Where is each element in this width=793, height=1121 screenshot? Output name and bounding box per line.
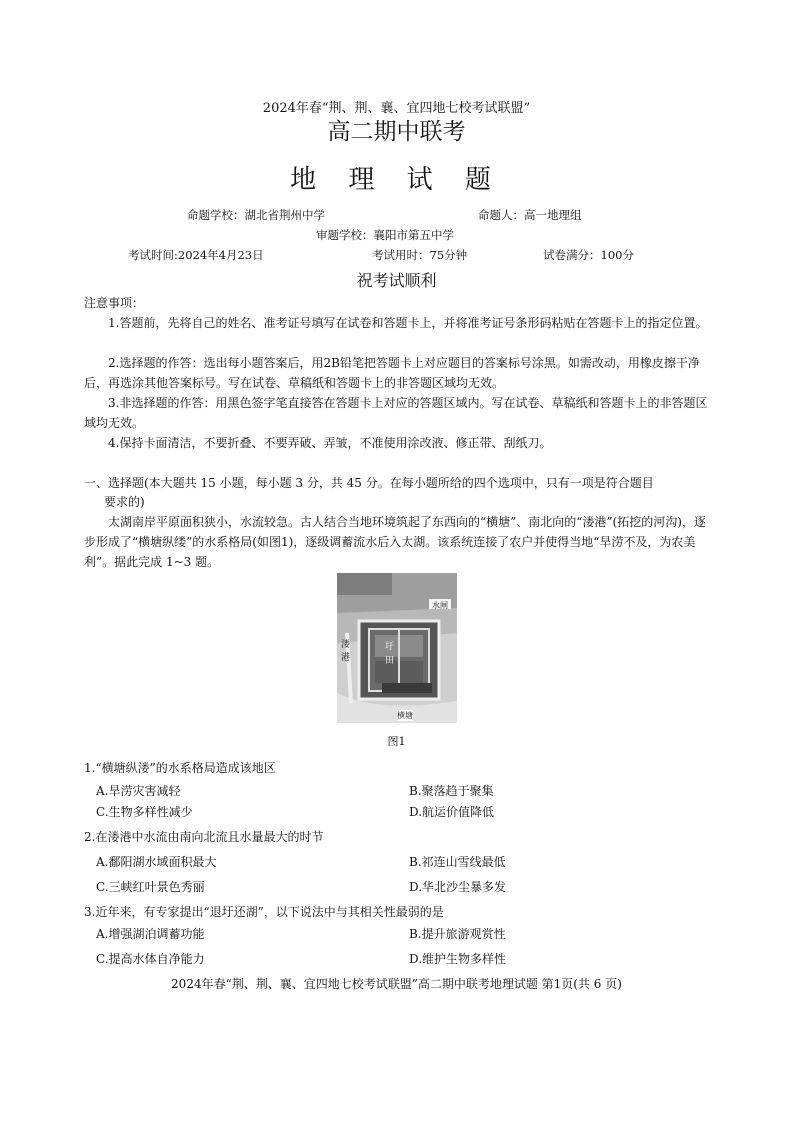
label-heng-tang: 横塘 [397,711,413,720]
question-stem: 1.“横塘纵溇”的水系格局造成该地区 [84,761,276,775]
figure-caption: 图1 [387,735,406,748]
notes-title: 注意事项： [84,296,145,310]
blessing: 祝考试顺利 [356,271,437,290]
option-a: A.旱涝灾害减轻 [96,784,181,798]
passage: 太湖南岸平原面积狭小，水流较急。古人结合当地环境筑起了东西向的“横塘”、南北向的“溇港”(拓挖的河沟)，逐步形成了“横塘纵缕”的水系格局(如图1)，逐级调蓄流水后入太湖。该系统连接了农户并使得当地“旱涝不及，为农美利”。据此完成 1~3 题。 [84,515,706,569]
setter-author: 命题人：高一地理组 [478,208,582,222]
figure-1-image [337,573,457,723]
option-b: B.祁连山雪线最低 [409,855,506,869]
note-item: 1.答题前，先将自己的姓名、准考证号填写在试卷和答题卡上，并将准考证号条形码粘贴在答题卡上的指定位置。 [108,316,708,330]
option-b: B.提升旅游观赏性 [409,927,506,941]
subject-title: 地 理 试 题 [290,165,503,195]
setter-school: 命题学校：湖北省荆州中学 [187,208,325,222]
label-lou: 溇 [341,640,351,650]
section-heading: 一、选择题(本大题共 15 小题，每小题 3 分，共 45 分。在每小题所给的四个选项中，只有一项是符合题目 [84,476,654,490]
section-heading-cont: 要求的) [104,495,145,509]
option-c: C.生物多样性减少 [96,805,193,819]
reviewer-school: 审题学校：襄阳市第五中学 [316,228,454,242]
option-d: D.维护生物多样性 [409,952,507,966]
label-tian: 田 [385,656,395,666]
alliance-title: 2024年春“荆、荆、襄、宜四地七校考试联盟” [262,101,531,116]
heng-tang-zong-lou-illustration [337,573,457,723]
exam-score: 试卷满分：100分 [543,248,634,262]
label-yu: 圩 [385,642,395,652]
page-footer: 2024年春“荆、荆、襄、宜四地七校考试联盟”高二期中联考地理试题 第1页(共 6 页) [171,977,622,991]
note-item: 2.选择题的作答：选出每小题答案后，用2B铅笔把答题卡上对应题目的答案标号涂黑。如需改动，用橡皮擦干净后，再选涂其他答案标号。写在试卷、草稿纸和答题卡上的非答题区域均无效。 [84,356,700,390]
label-gang: 港 [341,653,351,663]
question-stem: 3.近年来，有专家提出“退圩还湖”，以下说法中与其相关性最弱的是 [84,905,444,919]
option-c: C.提高水体自净能力 [96,952,205,966]
option-c: C.三峡红叶景色秀丽 [96,880,205,894]
option-a: A.增强湖泊调蓄功能 [96,927,205,941]
question-stem: 2.在溇港中水流由南向北流且水量最大的时节 [84,830,324,844]
option-b: B.聚落趋于聚集 [409,784,494,798]
note-item: 4.保持卡面清洁，不要折叠、不要弄破、弄皱，不准使用涂改液、修正带、刮纸刀。 [108,436,552,450]
note-item: 3.非选择题的作答：用黑色签字笔直接答在答题卡上对应的答题区域内。写在试卷、草稿纸和答题卡上的非答题区域均无效。 [84,396,708,430]
label-water-gate: 水闸 [432,601,448,610]
exam-date: 考试时间:2024年4月23日 [128,248,264,262]
option-d: D.航运价值降低 [409,805,495,819]
exam-duration: 考试用时：75分钟 [372,248,468,262]
option-a: A.鄱阳湖水域面积最大 [96,855,217,869]
exam-title: 高二期中联考 [327,119,466,145]
option-d: D.华北沙尘暴多发 [409,880,507,894]
